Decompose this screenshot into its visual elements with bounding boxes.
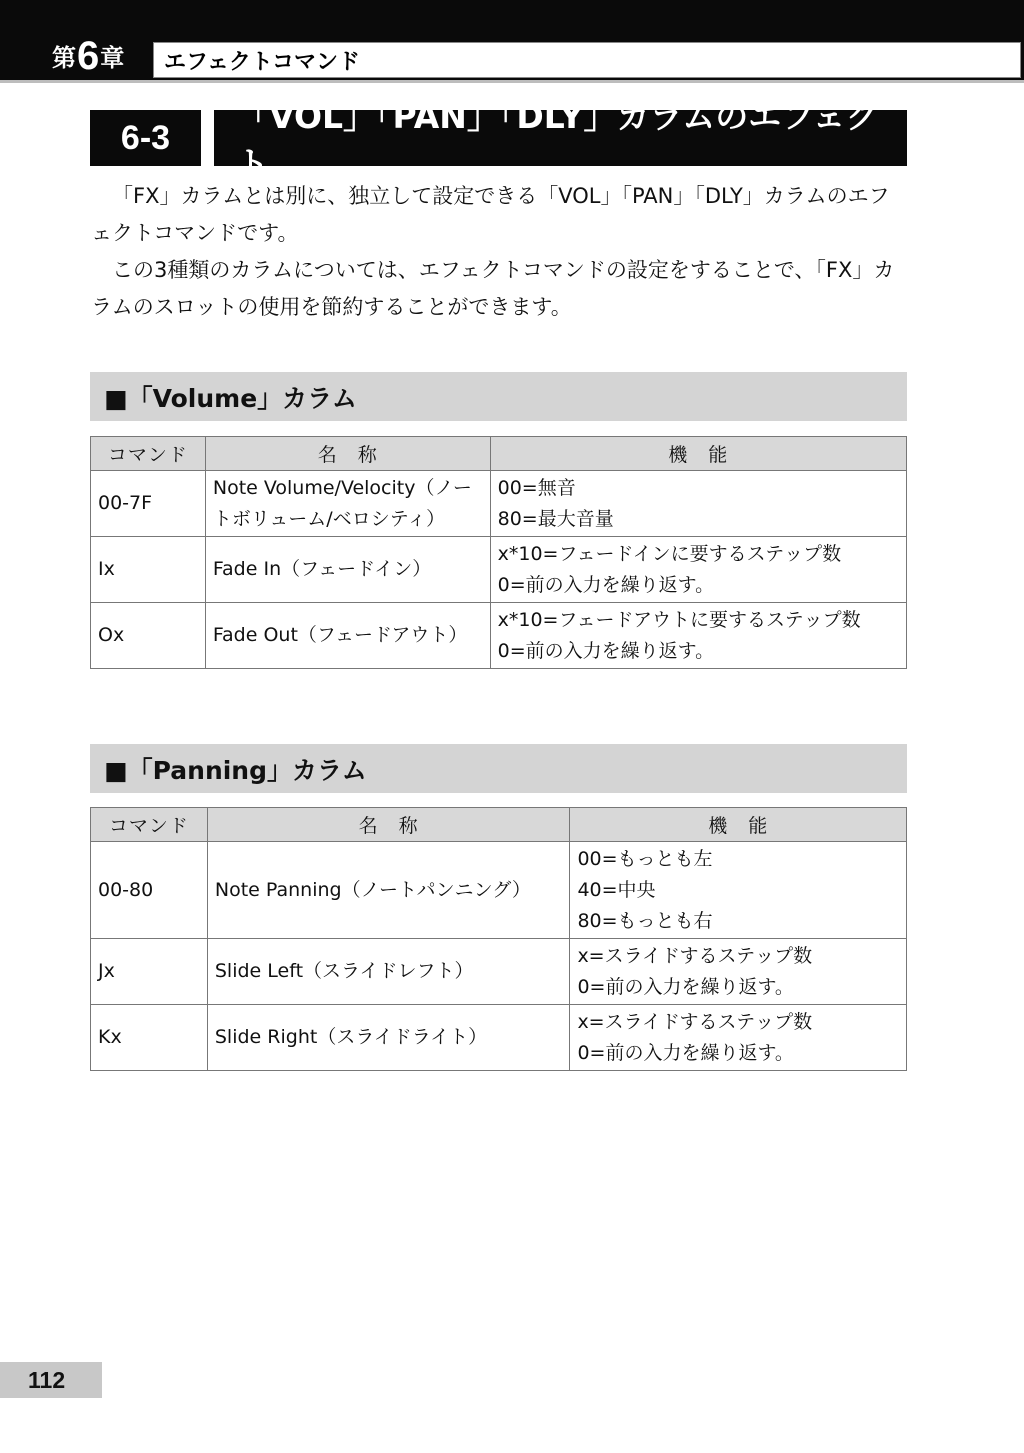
chapter-label xyxy=(52,28,124,78)
column-header-command: コマンド xyxy=(91,808,208,842)
intro-text xyxy=(91,178,909,326)
command-cell: Ix xyxy=(91,537,206,603)
function-cell xyxy=(570,939,907,1005)
function-line: 0=前の入力を繰り返す。 xyxy=(577,975,794,998)
function-cell xyxy=(570,1005,907,1071)
column-header-command: コマンド xyxy=(91,437,206,471)
table-row xyxy=(91,1005,907,1071)
section-number: 6-3 xyxy=(90,110,201,166)
panning-table xyxy=(90,807,907,1071)
command-cell: 00-80 xyxy=(91,842,208,939)
function-line: x*10=フェードインに要するステップ数 xyxy=(497,542,842,565)
column-header-name: 名 称 xyxy=(207,808,570,842)
intro-paragraph-1: 「FX」カラムとは別に、独立して設定できる「VOL」「PAN」「DLY」カラムのエフェクトコマンドです。 xyxy=(91,184,890,245)
function-line: x*10=フェードアウトに要するステップ数 xyxy=(497,608,861,631)
function-line: 0=前の入力を繰り返す。 xyxy=(497,573,715,596)
panning-table-header xyxy=(91,808,907,842)
volume-table-header xyxy=(91,437,907,471)
command-cell: Ox xyxy=(91,603,206,669)
name-cell: Slide Left（スライドレフト） xyxy=(207,939,570,1005)
panning-heading: ■「Panning」カラム xyxy=(90,744,907,793)
table-row xyxy=(91,939,907,1005)
table-row xyxy=(91,537,907,603)
command-cell: Kx xyxy=(91,1005,208,1071)
function-line: 00=無音 xyxy=(497,476,576,499)
table-row xyxy=(91,471,907,537)
command-cell: Jx xyxy=(91,939,208,1005)
table-row xyxy=(91,842,907,939)
function-cell xyxy=(490,537,906,603)
command-cell: 00-7F xyxy=(91,471,206,537)
function-line: 0=前の入力を繰り返す。 xyxy=(577,1041,794,1064)
function-cell xyxy=(490,603,906,669)
function-line: 00=もっとも左 xyxy=(577,847,713,870)
function-cell xyxy=(570,842,907,939)
function-line: x=スライドするステップ数 xyxy=(577,1010,813,1033)
volume-heading: ■「Volume」カラム xyxy=(90,372,907,421)
table-row xyxy=(91,603,907,669)
intro-paragraph-2: この3種類のカラムについては、エフェクトコマンドの設定をすることで、「FX」カラムのスロットの使用を節約することができます。 xyxy=(91,258,895,319)
name-cell: Note Volume/Velocity（ノートボリューム/ベロシティ） xyxy=(205,471,490,537)
function-line: 80=もっとも右 xyxy=(577,909,713,932)
chapter-prefix: 第 xyxy=(52,44,76,72)
chapter-number: 6 xyxy=(77,34,100,78)
page-number: 112 xyxy=(0,1362,102,1398)
name-cell: Slide Right（スライドライト） xyxy=(207,1005,570,1071)
function-line: 0=前の入力を繰り返す。 xyxy=(497,639,715,662)
column-header-function: 機 能 xyxy=(570,808,907,842)
function-line: 80=最大音量 xyxy=(497,507,614,530)
name-cell: Fade Out（フェードアウト） xyxy=(205,603,490,669)
function-line: 40=中央 xyxy=(577,878,656,901)
column-header-name: 名 称 xyxy=(205,437,490,471)
section-title: 「VOL」「PAN」「DLY」カラムのエフェクト xyxy=(214,110,907,166)
volume-table xyxy=(90,436,907,669)
header-divider xyxy=(0,80,1024,83)
column-header-function: 機 能 xyxy=(490,437,906,471)
chapter-title: エフェクトコマンド xyxy=(153,42,1021,78)
function-line: x=スライドするステップ数 xyxy=(577,944,813,967)
name-cell: Fade In（フェードイン） xyxy=(205,537,490,603)
name-cell: Note Panning（ノートパンニング） xyxy=(207,842,570,939)
chapter-suffix: 章 xyxy=(100,44,125,72)
function-cell xyxy=(490,471,906,537)
